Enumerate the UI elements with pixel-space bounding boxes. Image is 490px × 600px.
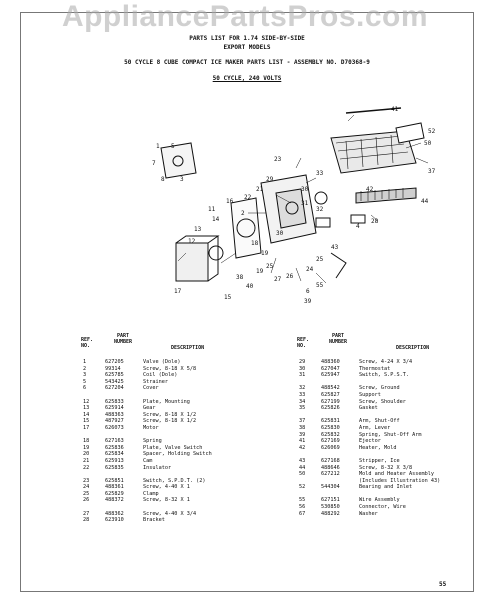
table-row [299,511,474,518]
table-row [299,359,474,366]
table-row [83,405,283,412]
cell-ref [299,478,321,485]
cell-desc: Screw, 8-32 X 3/8 [359,464,413,471]
callout: 7 [152,160,156,167]
callout: 30 [301,186,309,193]
cell-ref: 1 [83,359,87,365]
cell-part: 625851 [105,477,124,484]
callout: 2 [241,210,245,217]
table-row [83,425,283,432]
cell-desc: Connector, Wire [359,504,406,511]
table-row [299,425,474,432]
cell-desc: Strainer [143,378,168,385]
callout: 38 [236,274,244,281]
cell-desc: Bearing and Inlet [359,484,413,491]
cell-desc: Clamp [143,490,159,497]
table-row [299,465,474,472]
cell-desc: Switch, S.P.D.T. (2) [143,477,206,484]
table-row [299,418,474,425]
table-row [83,399,283,406]
table-row [83,484,283,491]
cell-desc: Support [359,391,381,398]
cell-ref: 34 [299,398,306,405]
cell-desc: Plate, Mounting [143,398,190,405]
table-row [83,438,283,445]
table-row [299,438,474,445]
cell-ref: 55 [299,497,306,504]
cell-desc: Stripper, Ice [359,457,400,464]
cell-part: 625829 [105,490,124,497]
table-row [299,478,474,485]
cell-part: 625785 [105,372,124,379]
table-row [83,465,283,472]
table-row [83,418,283,425]
cell-part: 627169 [321,438,340,445]
cell-desc: Cam [143,457,153,464]
cell-ref: 26 [83,497,90,504]
cell-ref: 56 [299,504,306,511]
cell-part: 627204 [105,385,124,392]
callout: 25 [316,256,324,263]
cell-part: 625947 [321,372,340,379]
table-row [83,497,283,504]
cell-part: 488362 [105,510,124,517]
callout: 17 [174,288,182,295]
cell-ref: 19 [83,444,90,451]
cell-ref: 17 [83,424,90,431]
cell-desc: Heater, Mold [359,444,397,451]
cell-part: 625834 [105,451,124,458]
cell-part: 627168 [321,457,340,464]
cell-part: 626073 [105,424,124,431]
cell-part [321,478,359,485]
table-row [83,511,283,518]
table-row [83,517,283,524]
cell-desc: Screw, Ground [359,385,400,392]
cell-desc: Screw, Shoulder [359,398,406,405]
callout: 25 [266,263,274,270]
cell-part: 627205 [105,359,124,365]
table-row [83,478,283,485]
table-row [299,405,474,412]
cell-part: 625830 [321,424,340,431]
cell-ref: 12 [83,398,90,405]
cell-desc: Screw, 4-24 X 3/4 [359,359,413,365]
right-desc-header: DESCRIPTION [396,345,430,351]
callout: 19 [261,250,269,257]
cell-desc: Wire Assembly [359,497,400,504]
table-row [299,504,474,511]
callout: 39 [304,298,312,305]
cell-part: 625826 [321,405,340,412]
cell-part: 530850 [321,504,340,511]
table-row [83,372,283,379]
callout: 21 [256,186,264,193]
cell-part: 625914 [105,405,124,412]
table-row [299,432,474,439]
table-row [83,458,283,465]
table-row [83,491,283,498]
cell-ref: 41 [299,438,306,445]
callout: 37 [428,168,436,175]
callout: 18 [251,240,259,247]
cell-part: 544304 [321,484,340,491]
cell-part: 488361 [105,484,124,491]
cell-ref: 27 [83,510,90,517]
left-parts-table [83,359,283,524]
cell-part: 625833 [105,398,124,405]
cell-ref: 52 [299,484,306,491]
table-row [299,366,474,373]
cell-ref: 22 [83,464,90,471]
right-part-header: PART NUMBER [328,333,348,345]
callout: 28 [371,218,379,225]
cell-ref: 30 [299,365,306,372]
cell-ref: 3 [83,372,87,379]
callout: 3 [180,176,184,183]
table-row [299,385,474,392]
callout: 50 [424,140,432,147]
callout: 6 [306,288,310,295]
cell-part: 623910 [105,517,124,524]
cell-ref: 32 [299,385,306,392]
table-row [299,497,474,504]
table-row [83,366,283,373]
cell-ref: 23 [83,477,90,484]
cell-part: 627151 [321,497,340,504]
table-row [83,359,283,366]
cell-part: 625827 [321,391,340,398]
callout: 8 [161,176,165,183]
cell-desc: Valve (Dole) [143,359,181,365]
callout: 29 [266,176,274,183]
cell-desc: Bracket [143,517,165,524]
cell-ref: 67 [299,510,306,517]
cell-desc: Screw, 4-40 X 1 [143,484,190,491]
cell-part: 543425 [105,378,124,385]
cell-desc: Coil (Dole) [143,372,178,379]
callout: 32 [316,206,324,213]
cell-desc: Screw, 8-18 X 1/2 [143,418,197,425]
cell-desc: (Includes Illustration 43) [359,477,441,484]
table-row [83,412,283,419]
cell-desc: Spacer, Holding Switch [143,451,212,458]
cell-ref: 2 [83,365,87,372]
callout: 43 [331,244,339,251]
callout: 30 [276,230,284,237]
cell-ref: 15 [83,418,90,425]
callout: 1 [156,143,160,150]
table-row [299,458,474,465]
callout: 41 [391,106,399,113]
header-line-2: EXPORT MODELS [223,44,271,51]
cell-desc: Plate, Valve Switch [143,444,203,451]
callout: 40 [246,283,254,290]
header-line-4: 50 CYCLE, 240 VOLTS [212,75,282,82]
cell-ref: 24 [83,484,90,491]
cell-ref: 6 [83,385,87,392]
table-row [83,379,283,386]
cell-part: 627212 [321,471,340,478]
callout: 22 [244,194,252,201]
watermark: AppliancePartsPros.com [61,0,429,33]
cell-part: 488360 [321,359,340,365]
cell-part: 99314 [105,365,121,372]
callout: 19 [256,268,264,275]
callout: 5 [171,143,175,150]
callout: 24 [306,266,314,273]
cell-part: 626069 [321,444,340,451]
cell-part: 487927 [105,418,124,425]
cell-desc: Thermostat [359,365,391,372]
cell-part: 627047 [321,365,340,372]
callout: 14 [212,216,220,223]
cell-ref: 13 [83,405,90,412]
cell-desc: Screw, 4-40 X 3/4 [143,510,197,517]
left-part-header: PART NUMBER [113,333,133,345]
cell-ref: 43 [299,457,306,464]
callout: 15 [224,294,232,301]
cell-ref: 18 [83,438,90,445]
exploded-diagram [116,103,451,318]
cell-desc: Mold and Heater Assembly [359,471,434,478]
callout: 16 [226,198,234,205]
cell-part: 488292 [321,510,340,517]
cell-ref: 5 [83,378,87,385]
table-row [83,385,283,392]
callout: 11 [208,206,216,213]
cell-ref: 35 [299,405,306,412]
cell-part: 627199 [321,398,340,405]
cell-part: 625835 [105,464,124,471]
table-row [299,372,474,379]
cell-desc: Spring, Shut-Off Arm [359,431,422,438]
callout: 4 [356,223,360,230]
cell-desc: Cover [143,385,159,392]
cell-desc: Gear [143,405,156,412]
cell-part: 625836 [105,444,124,451]
table-row [299,445,474,452]
callout: 12 [188,238,196,245]
cell-part: 627163 [105,438,124,445]
cell-part: 488646 [321,464,340,471]
table-row [83,451,283,458]
table-row [299,399,474,406]
cell-ref: 28 [83,517,90,524]
cell-ref: 37 [299,418,306,425]
cell-ref: 20 [83,451,90,458]
callout: 23 [274,156,282,163]
cell-part: 625832 [321,431,340,438]
cell-desc: Switch, S.P.S.T. [359,372,409,379]
callout: 52 [428,128,436,135]
cell-desc: Motor [143,424,159,431]
cell-desc: Arm, Lever [359,424,391,431]
left-desc-header: DESCRIPTION [171,345,205,351]
table-row [83,445,283,452]
cell-ref: 31 [299,372,306,379]
right-ref-header: REF. NO. [297,337,310,349]
header-line-3: 50 CYCLE 8 CUBE COMPACT ICE MAKER PARTS LIST - ASSEMBLY NO. D70368-9 [124,59,370,66]
cell-desc: Gasket [359,405,378,412]
cell-desc: Screw, 8-18 X 1/2 [143,411,197,418]
callout: 31 [301,200,309,207]
header-line-1: PARTS LIST FOR 1.74 SIDE-BY-SIDE [189,35,305,42]
cell-desc: Spring [143,438,162,445]
callout: 55 [316,282,324,289]
cell-desc: Screw, 8-32 X 1 [143,497,190,504]
cell-part: 625913 [105,457,124,464]
callout: 44 [421,198,429,205]
parts-list-page [20,12,474,592]
cell-part: 625831 [321,418,340,425]
cell-ref: 39 [299,431,306,438]
cell-ref: 44 [299,464,306,471]
cell-desc: Ejector [359,438,381,445]
cell-desc: Insulator [143,464,172,471]
callout: 27 [274,276,282,283]
cell-ref: 25 [83,490,90,497]
callout: 33 [316,170,324,177]
cell-part: 488363 [105,411,124,418]
callout: 13 [194,226,202,233]
cell-desc: Screw, 8-18 X 5/8 [143,365,197,372]
cell-ref: 38 [299,424,306,431]
cell-desc: Arm, Shut-Off [359,418,400,425]
cell-ref: 29 [299,359,306,365]
cell-part: 488372 [105,497,124,504]
cell-ref: 33 [299,391,306,398]
cell-ref: 42 [299,444,306,451]
cell-ref: 50 [299,471,306,478]
callout: 42 [366,186,374,193]
table-row [299,392,474,399]
cell-desc: Washer [359,510,378,517]
right-parts-table [299,359,474,517]
page-number: 55 [439,581,447,588]
table-row [299,471,474,478]
left-ref-header: REF. NO. [81,337,94,349]
cell-part: 488542 [321,385,340,392]
cell-ref: 21 [83,457,90,464]
cell-ref: 14 [83,411,90,418]
callout: 26 [286,273,294,280]
table-row [299,484,474,491]
